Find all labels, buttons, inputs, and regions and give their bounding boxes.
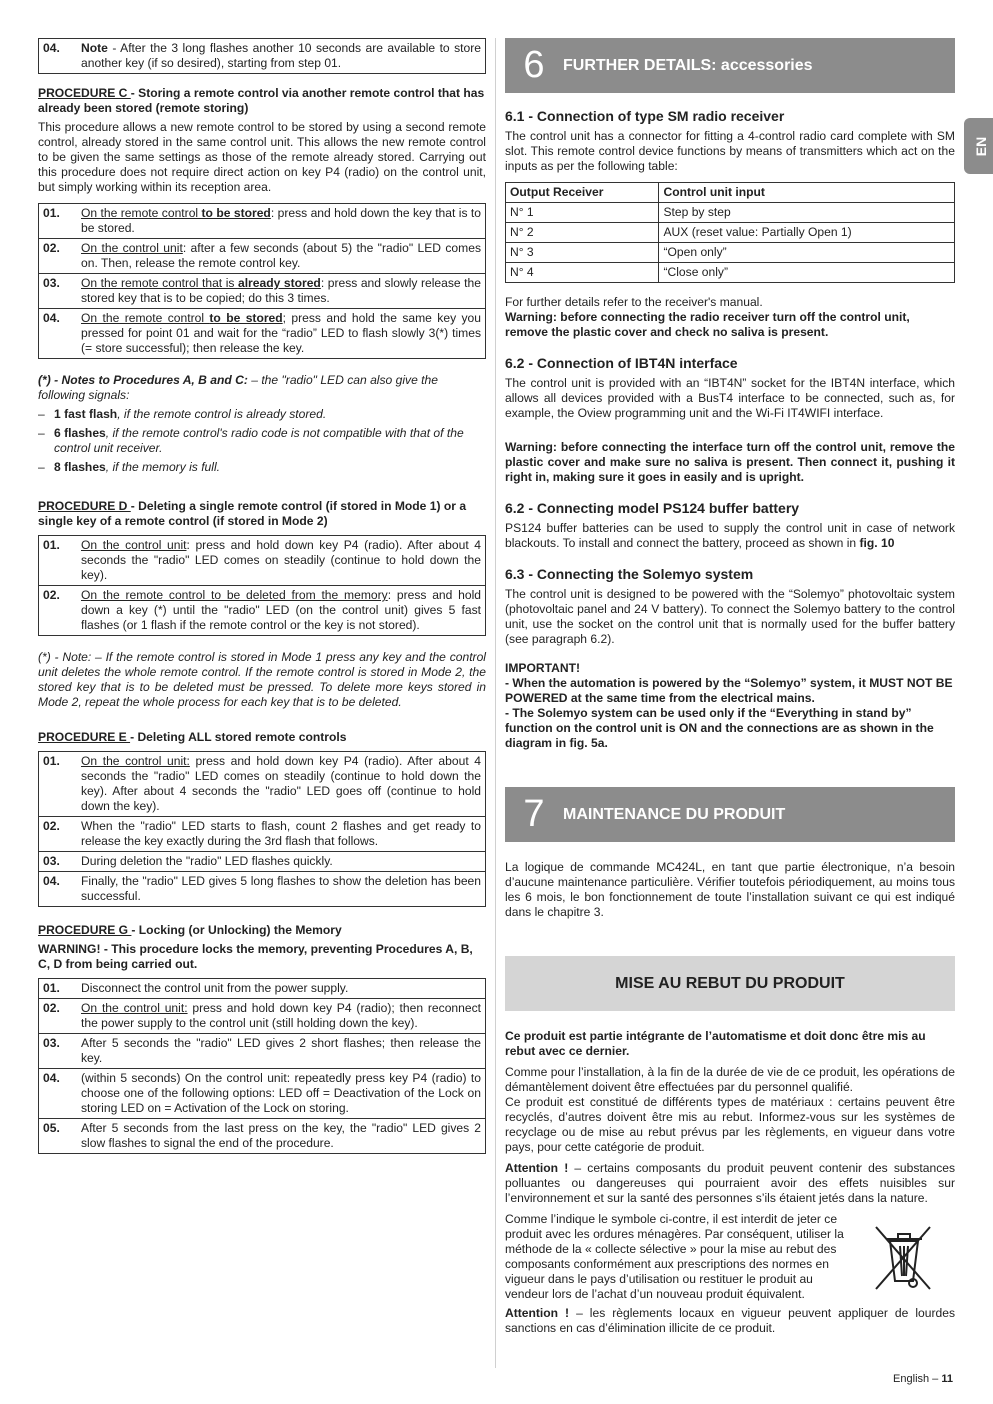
table-row: 01. On the control unit: press and hold down key P4 (radio). After about 4 seconds the "radio" LED comes on steadily (continue to hold down the key). After about 4 seconds the "radio" LED goes off (continue to hold down the key). <box>39 752 486 817</box>
procedure-d-steps <box>38 535 486 636</box>
procedure-g-warning: WARNING! - This procedure locks the memory, preventing Procedures A, B, C, D from being carried out. <box>38 942 473 971</box>
table-row: 02. When the "radio" LED starts to flash, count 2 flashes and get ready to release the key exactly during the 3rd flash that follows. <box>39 817 486 852</box>
disposal-attention-1: Attention ! – certains composants du produit peuvent contenir des substances polluantes ou dangereuses qui pourraient avoir des effets nuisibles sur l’environnement et sur la santé des personnes s’ils étaient jetés dans la nature. <box>505 1161 956 1205</box>
procedure-g-steps <box>38 978 486 1154</box>
note-label: Note <box>81 41 108 55</box>
page-number: 11 <box>941 1373 953 1385</box>
disposal-p3: Comme l’indique le symbole ci-contre, il est interdit de jeter ce produit avec les ordures ménagères. Par conséquent, utiliser la méthode de la « collecte sélective » pour la mise au rebut des composants conformément aux prescriptions des normes en vigueur dans le pays d’utilisation ou restituer le produit au vendeur lors de l’achat d’un nouveau produit équivalent. <box>505 1212 844 1301</box>
procedure-b-step-04 <box>38 38 486 74</box>
right-column <box>505 38 955 1336</box>
section-number: 7 <box>523 793 545 835</box>
disposal-p2: Ce produit est constitué de différents types de matériaux : certains peuvent être recyclés, d’autres doivent être mis au rebut. Informez-vous sur les systèmes de recyclage ou de mise au rebut prévus par les règlements, en vigueur dans votre pays, pour cette catégorie de produit. <box>505 1095 955 1154</box>
table-row: 03. On the remote control that is already stored: press and slowly release the stored key that is to be copied; do this 3 times. <box>39 274 486 309</box>
table-row: 05. After 5 seconds from the last press on the key, the "radio" LED gives 2 slow flashes to signal the end of the procedure. <box>39 1119 486 1154</box>
table-row: 01. On the remote control to be stored: press and hold down the key that is to be stored. <box>39 204 486 239</box>
subsection-6-2b-text: PS124 buffer batteries can be used to supply the control unit in case of network blackouts. To install and connect the battery, proceed as shown in fig. 10 <box>505 521 955 550</box>
note-text: - After the 3 long flashes another 10 seconds are available to store another key (if so desired), starting from step 01. <box>81 41 481 70</box>
table-row: N° 4 “Close only” <box>506 263 955 283</box>
list-item: – 8 flashes, if the memory is full. <box>38 460 221 474</box>
subsection-6-3-text: The control unit is designed to be powered with the “Solemyo” photovoltaic system (photovoltaic panel and 24 V battery). To connect the Solemyo battery to the control unit, use the socket on the control unit that is normally used for the buffer battery (see paragraph 6.2). <box>505 587 955 646</box>
receiver-manual-note: For further details refer to the receiver's manual. <box>505 295 763 309</box>
language-tab: EN <box>964 118 993 174</box>
disposal-symbol-block <box>505 1212 955 1302</box>
procedure-c-heading: PROCEDURE C - Storing a remote control via another remote control that has already been stored (remote storing) <box>38 86 485 115</box>
crossed-out-wheelie-bin-icon <box>850 1212 955 1302</box>
table-row: 02. On the control unit: after a few seconds (about 5) the "radio" LED comes on. Then, release the remote control key. <box>39 239 486 274</box>
disposal-p1: Comme pour l’installation, à la fin de la durée de vie de ce produit, les opérations de démantèlement doivent être effectuées par du personnel qualifié. <box>505 1065 955 1094</box>
interface-warning: Warning: before connecting the interface turn off the control unit, remove the plastic cover and make sure no saliva is present. Then connect it, pushing it right in, making sure it goes in easily and is upright. <box>505 440 955 484</box>
notes-abc: (*) - Notes to Procedures A, B and C: – the "radio" LED can also give the following signals: <box>38 373 438 402</box>
table-row: N° 2 AUX (reset value: Partially Open 1) <box>506 223 955 243</box>
section-6-header <box>505 38 955 93</box>
table-row: 02. On the control unit: press and hold down key P4 (radio); then reconnect the power supply to the control unit (still holding down the key). <box>39 999 486 1034</box>
disposal-header <box>505 956 955 1011</box>
disposal-attention-2: Attention ! – les règlements locaux en vigueur peuvent appliquer de lourdes sanctions en cas d’élimination illicite de ce produit. <box>505 1306 955 1335</box>
list-item: – 6 flashes, if the remote control's radio code is not compatible with that of the control unit receiver. <box>38 426 464 455</box>
subsection-6-2b-title: 6.2 - Connecting model PS124 buffer battery <box>505 500 800 516</box>
procedure-e-heading: PROCEDURE E - Deleting ALL stored remote controls <box>38 730 347 744</box>
table-row: 02. On the remote control to be deleted from the memory: press and hold down a key (*) until the "radio" LED (on the control unit) gives 5 fast flashes (or 1 flash if the remote control or the key is not stored). <box>39 586 486 636</box>
important-item-1: - When the automation is powered by the “Solemyo” system, it MUST NOT BE POWERED at the same time from the electrical mains. <box>505 676 953 705</box>
left-column <box>38 38 486 1154</box>
table-row: 04. (within 5 seconds) On the control unit: repeatedly press key P4 (radio) to choose one of the following options: LED off = Deactivation of the Lock on storing LED on = Activation of the Lock on storing. <box>39 1069 486 1119</box>
table-row: 01. Disconnect the control unit from the power supply. <box>39 979 486 999</box>
receiver-table: Output Receiver Control unit input N° 1 Step by step N° 2 AUX (reset value: Partially Open 1) N° 3 “Open only” N° 4 “Close only” <box>505 182 955 283</box>
receiver-warning: Warning: before connecting the radio receiver turn off the control unit, remove the plastic cover and check no saliva is present. <box>505 310 910 339</box>
subsection-6-1-title: 6.1 - Connection of type SM radio receiver <box>505 108 785 124</box>
step-number: 04. <box>39 39 78 74</box>
table-row: N° 3 “Open only” <box>506 243 955 263</box>
table-row: 03. During deletion the "radio" LED flashes quickly. <box>39 852 486 872</box>
important-item-2: - The Solemyo system can be used only if the “Everything in stand by” function on the control unit is ON and the connections are as shown in the diagram in fig. 5a. <box>505 706 934 750</box>
column-divider <box>495 38 496 1368</box>
section-title: FURTHER DETAILS: accessories <box>563 57 813 74</box>
section-7-header <box>505 787 955 842</box>
subsection-6-3-title: 6.3 - Connecting the Solemyo system <box>505 566 754 582</box>
procedure-c-intro: This procedure allows a new remote control to be stored by using a second remote control, already stored in the same control unit. This allows the new remote control to be given the same settings as those of the remote already stored. Carrying out this procedure does not require direct action on key P4 (radio) on the control unit, but simply working within its reception area. <box>38 120 486 194</box>
section-title: MAINTENANCE DU PRODUIT <box>563 806 786 823</box>
procedure-d-note: (*) - Note: – If the remote control is stored in Mode 1 press any key and the control unit deletes the whole remote control. If the remote control is stored in Mode 2, the stored key that is to be deleted must be pressed. To delete more keys stored in Mode 2, repeat the whole process for each key that is to be deleted. <box>38 650 486 709</box>
table-row: N° 1 Step by step <box>506 203 955 223</box>
procedure-g-heading: PROCEDURE G - Locking (or Unlocking) the Memory <box>38 923 342 937</box>
table-row: 04. Finally, the "radio" LED gives 5 long flashes to show the deletion has been successful. <box>39 872 486 907</box>
maintenance-text: La logique de commande MC424L, en tant que partie électronique, n’a besoin d’aucune maintenance particulière. Vérifier toutefois périodiquement, au moins tous les 6 mois, le bon fonctionnement de toute l’installation suivant ce qui est indiqué dans le chapitre 3. <box>505 860 955 919</box>
section-number: 6 <box>523 44 545 86</box>
disposal-title: MISE AU REBUT DU PRODUIT <box>615 975 845 992</box>
table-row: 01. On the control unit: press and hold down key P4 (radio). After about 4 seconds the "radio" LED comes on steadily (continue to hold down the key). <box>39 536 486 586</box>
subsection-6-1-text: The control unit has a connector for fitting a 4-control radio card complete with SM slot. This remote control device functions by means of transmitters which act on the inputs as per the following table: <box>505 129 955 173</box>
subsection-6-2a-text: The control unit is provided with an “IBT4N” socket for the IBT4N interface, which allows all devices provided with a BusT4 interface to be connected, such as, for example, the Oview programming unit and the Wi-Fi IT4WIFI interface. <box>505 376 955 420</box>
procedure-e-steps <box>38 751 486 907</box>
table-row: 04. On the remote control to be stored; press and hold the same key you pressed for point 01 and wait for the “radio” LED to flash slowly 3(*) times (= store successful); then release the key. <box>39 309 486 359</box>
page-footer: English – 11 <box>893 1373 953 1385</box>
procedure-d-heading: PROCEDURE D - Deleting a single remote control (if stored in Mode 1) or a single key of a remote control (if stored in Mode 2) <box>38 499 467 528</box>
subsection-6-2a-title: 6.2 - Connection of IBT4N interface <box>505 355 738 371</box>
procedure-c-steps <box>38 203 486 359</box>
table-row: 03. After 5 seconds the "radio" LED gives 2 short flashes; then release the key. <box>39 1034 486 1069</box>
list-item: – 1 fast flash, if the remote control is already stored. <box>38 407 327 421</box>
disposal-bold: Ce produit est partie intégrante de l’automatisme et doit donc être mis au rebut avec ce dernier. <box>505 1029 926 1058</box>
important-label: IMPORTANT! <box>505 661 581 675</box>
